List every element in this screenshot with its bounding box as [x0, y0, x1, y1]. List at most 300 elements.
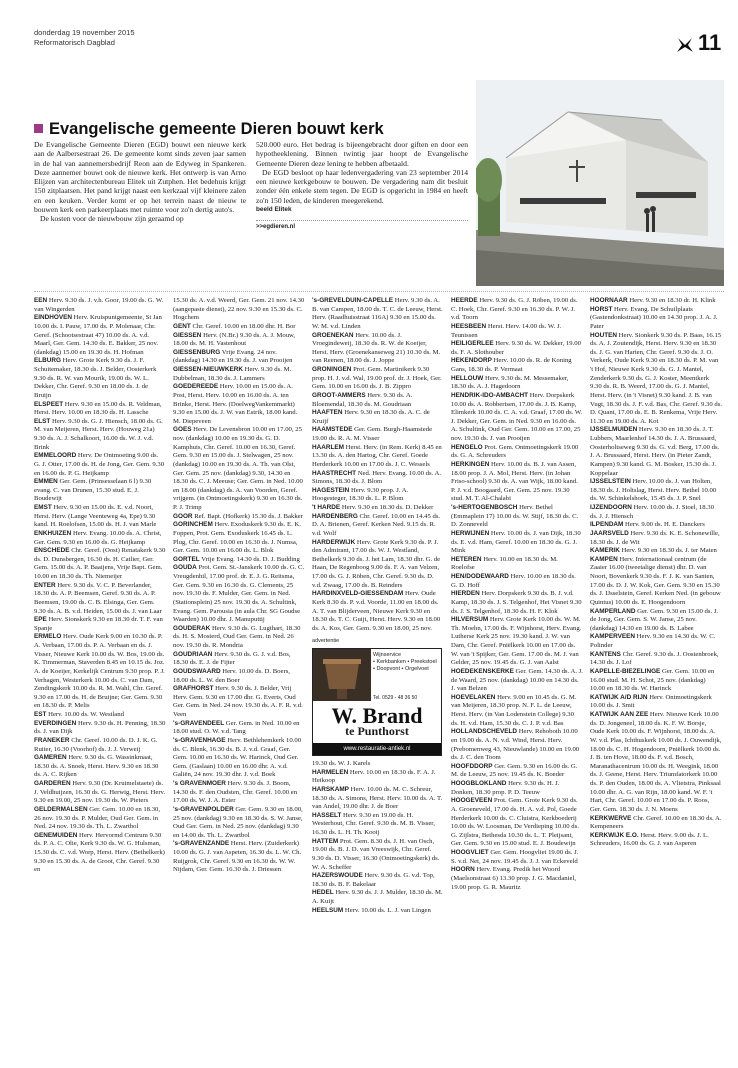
listing-services: Herv. 9.30 prop. J. A. Hoogesteger, 18.30 ds. L. P. Blom [312, 486, 409, 503]
service-listing [312, 332, 444, 367]
listing-place: JAARSVELD [590, 529, 629, 537]
listing-place: HEDEL [312, 889, 334, 897]
listing-place: EMMEN [34, 478, 58, 486]
listing-services: Herv. 9.30 ds. G. Wassinkmaat, 18.30 ds. A. Snoek, Herst. Herv. 9.30 en 18.30 ds. A. C. Rijken [34, 754, 159, 779]
advert-phone: Tel. 0529 - 48 36 50 [373, 695, 418, 701]
listing-services: Chr. Geref. 9.30 ds. J. Oostenbroek, 14.30 ds. J. Lof [590, 650, 719, 667]
listing-services: Herv. 9.30 en 19.00 ds. H. Westerhout, Chr. Geref. 9.30 ds. M. B. Visser, 16.30 ds. L. H. Th. Kooij [312, 811, 435, 836]
rd-logo-icon [676, 36, 694, 54]
listing-services: Herv. 9.30 ds. G. J. Röben, 19.00 ds. C. Hoek, Chr. Geref. 9.30 en 16.30 ds. P. W. J. v.d. Toorn [451, 297, 578, 322]
listing-place: HIERDEN [451, 590, 480, 598]
listing-place: KAPELLE-BIEZELINGE [590, 667, 661, 675]
listing-services: Ger. Gem. 10.00 en 18.30, 26 nov. 19.30 ds. P. Mulder, Oud Ger. Gem. in Ned. 24 nov. 19.30 ds. Th. L. Zwartbol [34, 805, 161, 831]
listing-place: KAMPEN [590, 555, 618, 563]
service-listing [34, 478, 166, 504]
service-listing [312, 812, 444, 838]
listing-place: FRANEKER [34, 736, 70, 744]
article-headline [34, 120, 384, 139]
service-listing [590, 547, 722, 556]
advert-service-line: • Doopvont • Orgelvoet [373, 666, 429, 672]
service-listing [34, 720, 166, 737]
listing-place: HENGELO [451, 443, 483, 451]
listing-services: Herv. 10.00 ds. R. de Koning Gans, 18.30 ds. P. Vermaat [451, 357, 572, 373]
service-listing [312, 409, 444, 426]
service-listing [451, 461, 583, 504]
listing-services: Herv. 9.30 ds. M. Dubbelman, 18.30 ds. J. Lammers [173, 366, 292, 382]
listing-services: Herv. 10.00 en 15.00 ds. A. Post, Herst. Herv. 10.00 en 16.00 ds. A. ten Brinke, Herst. Herv. (DoelwegVankemmarkt) 9.30 en 15.00 ds. J. W. van Estrik, 18.00 kand. M. Diepeveen [173, 383, 298, 425]
listing-place: HOOGEVEEN [451, 797, 493, 805]
service-listing [590, 426, 722, 478]
listing-services: Herv. Ontmoetingskerk 10.00 ds. J. Smit [590, 693, 712, 710]
header-publication: Reformatorisch Dagblad [34, 38, 115, 47]
listing-services: Ger. Gem. 9.30 en 18.00, 25 nov. (dankdag) 9.30 en 18.30 ds. S. W. Janse, Oud Ger. Gem. in Ned. 25 nov. (dankdag) 9.30 en 14.00 ds. Th. L. Zwartbol [173, 805, 303, 839]
service-listing [590, 297, 722, 306]
listing-services: Herv. 9.30 ds. J. J. Mulder, 18.30 ds. M. A. Kuijt [312, 889, 443, 905]
listing-place: ERMELO [34, 633, 62, 641]
listing-services: Ger. Gem. Burgh-Haamstede 19.00 ds. R. A. M. Visser [312, 426, 433, 442]
listing-place: HETEREN [451, 555, 482, 563]
listing-services: Herv. 10.00 ds. M. C. Schreur, 18.30 ds. A. Simons, Herst. Herv. 10.00 ds. A. T. van Andel, 19.00 dhr. J. de Boer [312, 785, 443, 811]
service-listing [590, 530, 722, 547]
listing-place: HENDRIK-IDO-AMBACHT [451, 391, 529, 399]
listings-column-3 [312, 297, 444, 915]
listings-column-4 [451, 297, 583, 892]
listing-place: HOORN [451, 866, 475, 874]
service-listing [590, 521, 722, 530]
listing-place: ENSCHEDE [34, 547, 70, 555]
header-meta [34, 28, 135, 48]
listing-services: Herv. Hervormd Centrum 9.30 ds. P. A. C. Olie, Kerk 9.30 ds. W. G. Hulsman, 15.30 ds. C. v.d. Worp, Herst. Herv. (Bethelkerk) 9.30 en 15.30 ds. A. de Groot, Chr. Geref. 9.30 en [34, 831, 165, 874]
listings-column-3-top [312, 297, 444, 633]
service-listing [312, 786, 444, 812]
service-listing [34, 806, 166, 832]
listing-place: HEKENDORP [451, 357, 492, 365]
listing-services: Herv. Nieuwe Kerk 10.00 ds. D. Jongeneel, 18.00 ds. K. F. W. Borsje, Oude Kerk 10.00 ds. F. Wijnhorst, 18.00 ds. A. W. v.d. Plas, Ichthuskerk 10.00 ds. J. Ouwendijk, 18.00 ds. C. H. Hogendoorn, Pniëlkerk 10.00 ds. J. B. ten Hove, 18.00 ds. F. v.d. Bosch, Maranathacentrum 10.00 ds. H. Weegink, 18.00 ds. J. Geene, Herst. Herv. Triumfatorkerk 10.00 ds. P. den Ouden, 18.00 ds. A. Vlietstra, Pinksaal 10.00 dhr. A. G. van Rijn, 18.00 kand. W. F. 't Hart, Chr. Geref. 10.00 en 17.00 ds. P. Roos, Ger. Gem. 18.30 ds. J. N. Moens [590, 711, 722, 813]
listing-place: EST [34, 711, 47, 718]
service-listing [451, 728, 583, 763]
listing-services: Herv. 10.00 ds. B. J. van Assen, 18.00 prop. J. A. Mol, Herst. Herv. (in Johan Friso-school) 9.30 ds. A. van Wijk, 18.00 kand. P. J. v.d. Boogaard, Ger. Gem. 25 nov. 19.30 stud. M. T. Al-Chalabi [451, 460, 578, 503]
listing-place: HEELSUM [312, 906, 344, 914]
service-listing [34, 582, 166, 617]
service-listing [312, 426, 444, 443]
service-listing [590, 504, 722, 521]
listing-services: Prot. Gem. Grote Kerk 9.30 ds. A. Groeneveld, 17.00 ds. H. A. v.d. Pol, Goede Herderkerk 10.00 ds. C. Cluistra, Kerkboederij 10.00 ds. W. Loosman, De Verdieping 10.00 ds. G. Zijlstra, Bethesda 10.30 ds. L. T. Pleijsant, Ger. Gem. 9.30 en 15.00 stud. E. J. Boudewijn [451, 797, 579, 848]
listing-services: Herv. 10.00 ds. L. J. van Lingen [344, 906, 431, 914]
listing-place: HARSKAMP [312, 785, 349, 793]
service-listing [590, 651, 722, 668]
listing-place: HOORNAAR [590, 297, 628, 304]
listing-place: GOUDRIAAN [173, 650, 213, 658]
listing-place: HELLOUW [451, 374, 484, 382]
listing-place: ILPENDAM [590, 521, 624, 529]
listing-place: GAMEREN [34, 754, 67, 762]
church-services-listings [34, 297, 724, 1057]
listing-services: Herv. 10.00 ds. J. Vroegindeweij, 18.30 ds. R. W. de Koeijer, Herst. Herv. (Groenekanseweg 21) 10.30 ds. M. van Reenen, 18.00 ds. J. Joppe [312, 331, 441, 365]
section-divider [34, 291, 724, 292]
service-listing [312, 590, 444, 633]
service-listing [173, 366, 305, 383]
listing-place: HEERDE [451, 297, 478, 304]
listing-services: Herv. De Ontmoeting 9.00 ds. G. J. Otter, 17.00 ds. H. de Jong, Ger. Gem. 9.30 en 16.00 ds. P. G. Heijkamp [34, 452, 165, 477]
listing-place: KATWIJK AAN ZEE [590, 711, 649, 718]
service-listing [590, 711, 722, 815]
service-listing [451, 444, 583, 461]
service-listing [590, 832, 722, 849]
listing-place: 's-GRAVENHAGE [173, 736, 226, 744]
divider [256, 220, 468, 221]
listing-place: HARMELEN [312, 768, 349, 776]
listing-services: Herv. Dorpskerk 10.00 ds. A. Robbertsen, 17.00 ds. J. B. Kamp, Elimkerk 10.00 ds. C. A. v.d. Graaf, 17.00 ds. W. J. Dekker, Ger. Gem. in Ned. 9.30 en 16.00 ds. A. Schultink, Oud Ger. Gem. 10.00 en 17.00, 25 nov. 19.30 ds. J. van Prooijen [451, 391, 583, 442]
listing-services: Chr. Geref. 10.00 en 18.00 dhr. H. Bor [192, 322, 296, 330]
listing-place: HOOGVLIET [451, 849, 489, 856]
service-listing [34, 780, 166, 806]
listing-place: HOLLANDSCHEVELD [451, 728, 518, 736]
listing-services: Herst. Herv. (in Rem. Kerk) 8.45 en 13.30 ds. A. den Hartog, Chr. Geref. Goede Herderkerk 10.00 en 17.00 ds. J. C. Wessels [312, 443, 442, 468]
service-listing [451, 668, 583, 694]
listing-services: Chr. Geref. 10.00 ds. D. J. K. G. Ruiter, 16.30 (Voorhof) ds. J. J. Verweij [34, 736, 158, 753]
service-listing [34, 754, 166, 780]
service-listing [34, 530, 166, 547]
listing-services: Herv. 9.30 ds. W. Dekker, 19.00 ds. F. A. Slothouber [451, 340, 581, 356]
service-listing [312, 392, 444, 409]
listing-place: HILVERSUM [451, 616, 489, 624]
service-listing [312, 504, 444, 513]
listing-place: GOEDEREEDE [173, 383, 219, 391]
article-column-1 [34, 140, 246, 224]
listing-place: GIESSEN [173, 331, 202, 339]
listing-place: EINDHOVEN [34, 314, 72, 322]
listing-services: Herv. Evang. De Schuilplaats (Gastendonkstraat) 10.00 en 14.30 prop. J. A. J. Pater [590, 305, 718, 330]
service-listing [34, 711, 166, 720]
listing-place: KERKWERVE [590, 814, 632, 822]
service-listing [173, 806, 305, 841]
service-listing [34, 401, 166, 418]
listing-services: Chr. Geref. 10.00 en 18.30 ds. A. Kempeneers [590, 814, 722, 831]
listing-services: Herv. 9.30 ds. M. Messemaker, 18.30 ds. A. J. Hagedoorn [451, 374, 569, 391]
headline-marker [34, 124, 43, 133]
service-listing [451, 323, 583, 340]
service-listing [451, 573, 583, 590]
listings-column-3-bottom [312, 760, 444, 915]
listing-services: 19.30 ds. W. J. Karels [312, 760, 371, 767]
listing-services: Herv. Sionkerk 9.30 ds. P. Baas, 16.15 ds. A. J. Zoutendijk, Herst. Herv. 9.30 en 18.30 ds. J. G. van Harten, Chr. Geref. 9.30 ds. J. O. Verkerk, Oude Kerk 9.30 en 18.30 ds. P. M. van 't Hof, Nieuwe Kerk 9.30 ds. G. J. Mantel, Zenderkerk 9.30 ds. G. J. Koster, Meentkerk 9.30 ds. R. B. Weerd, 17.00 ds. G. J. Mantel, Herst. Herv. (in 't Visnet) 9.30 kand. J. B. van Vugt, 18.30 ds. J. F. v.d. Bas, Chr. Geref. 9.30 ds. D. Quant, 17.00 ds. E. B. Renkema, Vrije Herv. 11.30 en 19.00 ds. A. Kot [590, 331, 723, 425]
listing-place: KAMERIK [590, 547, 620, 555]
service-listing [173, 840, 305, 875]
listing-services: Herv. 9.30 ds. H. J. Donken, 18.30 prop. P. D. Teeuw [451, 780, 560, 796]
service-listing [173, 556, 305, 565]
advert-label: advertentie [312, 638, 340, 645]
service-listing [451, 392, 583, 444]
service-listing [451, 556, 583, 573]
listing-services: Herv. Exoduskerk 9.30 ds. E. K. Foppen, Prot. Gem. Exoduskerk 16.45 ds. L. Plug, Chr. Geref. 10.00 en 16.30 ds. J. Numsa, Ger. Gem. 10.00 en 16.00 ds. L. Blok [173, 521, 301, 555]
listing-place: GOUDSWAARD [173, 667, 221, 675]
service-listing [451, 694, 583, 729]
service-listing [312, 444, 444, 470]
listing-place: GELDERMALSEN [34, 805, 88, 813]
service-listing [312, 760, 444, 769]
service-listing [451, 297, 583, 323]
listing-place: 't HARDE [312, 504, 341, 511]
listing-place: ENKHUIZEN [34, 529, 72, 537]
listing-services: Herv. 9.30 en 18.30 ds. J. T. Lubbers, Maarlenhof 14.30 ds. J. A. Brussaard, Oosterholtseweg 9.30 ds. G. v.d. Berg, 17.00 ds. J. A. Brussaard, Herst. Herv. (in Pieter Zandt, Kampen) 9.30 kand. G. M. Bosker, 15.30 ds. J. Koppelaar [590, 426, 720, 477]
listing-place: HOEVELAKEN [451, 693, 496, 701]
listing-place: EEN [34, 297, 48, 304]
listing-services: Herv. 9.30 ds. K. E. Schonewille, 18.30 ds. J. de Wit [590, 529, 720, 546]
service-listing [312, 487, 444, 504]
service-listing [590, 478, 722, 504]
listing-services: Herv. Internationaal centrum (de Zaaier 16.00 (tweetalige dienst) dhr. D. van Noort, Bovenkerk 9.30 ds. F. J. K. van Santen, 17.00 ds. D. J. W. Kok, Ger. Gem. 9.30 en 15.30 ds. J. IJsselstein, Geref. Kerken Ned. (in gebouw Quintus) 10.00 ds. E. Hoogendoorn [590, 555, 721, 606]
listing-place: GOUDERAK [173, 624, 211, 632]
listing-place: GRAFHORST [173, 685, 214, 693]
listing-services: Herv. Grote Kerk 9.30 ds. P. J. den Admirant, 17.00 ds. W. J. Westland, Bethelkerk 9.30 ds. J. het Lam, 18.30 dhr. G. de Haan, De Regenboog 9.00 ds. F. A. van Velzen, 17.00 ds. G. J. Röben, Chr. Geref. 9.30 ds. D. v.d. Zwaag, 17.00 ds. B. Reinders [312, 538, 441, 589]
listing-place: HERKINGEN [451, 460, 490, 468]
listing-services: Herv. 10.00 ds. J. van Holten, 18.30 ds. J. Holtslag, Herst. Herv. Bethel 10.00 ds. W. Schinkelshoek, 15.45 ds. J. P. Snel [590, 478, 717, 503]
service-listing [312, 889, 444, 906]
listing-place: HOEDEKENSKERKE [451, 667, 514, 675]
listing-place: GROENEKAN [312, 331, 354, 339]
listing-services: Vrije Evang. 24 nov. (dankdag) 14.30 en 19.30 ds. J. van Prooijen [173, 348, 293, 365]
listing-place: EVERDINGEN [34, 719, 77, 727]
listing-place: GOOR [173, 512, 193, 520]
listing-place: GIESSEN-NIEUWKERK [173, 366, 243, 373]
listing-services: Prot. Gem. 8.30 ds. J. H. van Osch, 19.00 ds. B. J. D. van Vreeswijk, Chr. Geref. 9.30 ds. D. Visser, 16.30 (Ontmoetingskerk) ds. W. A. Scheffer [312, 837, 440, 871]
listing-place: GENEMUIDEN [34, 831, 78, 839]
service-listing [34, 314, 166, 357]
service-listing [173, 651, 305, 668]
listing-place: KATWIJK A/D RIJN [590, 693, 648, 701]
service-listing [312, 470, 444, 487]
service-listing [451, 375, 583, 392]
service-listing [173, 737, 305, 780]
service-listing [34, 504, 166, 530]
listing-services: Vrije Evang. 14.30 ds. D. J. Budding [201, 555, 300, 563]
listing-services: Herv. 9.30 en 18.30 ds. D. Dekker [341, 504, 434, 511]
service-listing [590, 608, 722, 634]
listing-place: HOOGBLOKLAND [451, 780, 507, 787]
listing-services: Ger. Gem. in Ned. 10.00 en 18.00 stud. O. W. v.d. Tang [173, 719, 300, 736]
listing-services: Herv. Oude Kerk 8.30 ds. P. v.d. Voorde, 11.00 en 18.00 ds. A. T. van Blijderveen, Nieuwe Kerk 9.30 en 18.30 ds. T. C. Guijt, Herst. Herv. 9.30 en 18.00 ds. A. Kos, Ger. Gem. 9.30 en 18.00, 25 nov. [312, 590, 441, 632]
service-listing [173, 685, 305, 720]
listing-place: GOUDA [173, 564, 197, 572]
listing-place: HAAMSTEDE [312, 426, 353, 434]
service-listing [173, 720, 305, 737]
listing-services: Herst. Herv. 9.00 ds. J. L. Schreuders, 16.00 ds. G. J. van Asperen [590, 831, 709, 848]
service-listing [173, 323, 305, 332]
listing-services: Herv. 9.30 ds. A. Bloemendal, 18.30 ds. M. Goudriaan [312, 391, 413, 408]
listing-services: Ger. Gem. 14.30 ds. A. J. de Waard, 25 nov. (dankdag) 10.00 en 14.30 ds. J. van Belzen [451, 667, 583, 693]
listing-services: Herv. Bethlehemkerk 10.00 ds. C. Blenk, 16.30 ds. B. J. v.d. Graaf, Ger. Gem. 10.00 en 16.30 ds. W. Harinck, Oud Ger. Gem. (Gaslaan) 10.00 en 16.00 dhr. A. v.d. Galiën, 24 nov. 19.30 dhr. J. v.d. Boek [173, 736, 302, 779]
listing-services: Herv. 10.00 ds. J. Stoel, 18.30 ds. J. J. Hiensch [590, 504, 714, 520]
photo-credit: beeld Elitek [256, 206, 292, 214]
listing-services: Ref. Bapt. (Hofkerk) 15.30 ds. J. Bakker [194, 512, 303, 520]
service-listing [173, 625, 305, 651]
listing-place: HORST [590, 305, 613, 313]
listing-place: HARDENBERG [312, 512, 358, 520]
listings-column-1 [34, 297, 166, 875]
listing-services: Herv. Evang. 10.00 ds. A. Christ, Ger. Gem. 9.30 en 16.00 ds. G. Heijkamp [34, 529, 162, 546]
service-listing [590, 633, 722, 650]
listing-services: Herv. Sionskerk 9.30 en 18.30 dr. T. F. van Spanje [34, 616, 163, 632]
listing-services: Herst. Herv. 14.00 ds. W. J. Teunissen [451, 322, 562, 339]
listing-services: Ger. Gem. (Prinsesselaan 6 l) 9.30 evang. C. van Drunen, 15.30 stud. E. J. Boudewijt [34, 478, 152, 503]
listing-services: Herv. 9.30 ds. H. Penning, 18.30 ds. J. van Dijk [34, 719, 166, 736]
service-listing [590, 306, 722, 332]
advert-service-line: • Kerkbanken • Preekstoel [373, 659, 437, 665]
advertisement[interactable] [312, 648, 442, 756]
listing-place: HAARLEM [312, 443, 344, 451]
service-listing [312, 297, 444, 332]
listing-services: Herv. 9.30 ds. J. v.h. Goor, 19.00 ds. G. W. van Wingerden [34, 297, 164, 313]
church-rendering-image [476, 80, 724, 286]
listing-place: HOUTEN [590, 331, 617, 339]
listing-place: GORINCHEM [173, 521, 213, 529]
service-listing [451, 590, 583, 616]
listing-place: HAGESTEIN [312, 486, 350, 494]
listing-services: Prot. Gem. St.-Janskerk 10.00 ds. G. C. Vreugdenhil, 17.00 prof. dr. E. J. G. Reitsma, Ger. Gem. 9.30 en 16.30 ds. G. Clements, 25 nov. 19.30 ds. F. Mulder, Ger. Gem. in Ned. (Stationsplein) 25 nov. 19.30 ds. A. Schultink, Evang. Gem. Parousia (in aula Chr. SG Goudse Waarden) 10.00 dhr. J. Manuputtij [173, 564, 305, 624]
article-paragraph: 520.000 euro. Het bedrag is bijeengebracht door giften en door een hypotheeklening. Binnen twintig jaar hoopt de Evangelische Gemeente Dieren deze lening te hebben afbetaald. [256, 140, 468, 168]
article-paragraph: De kosten voor de nieuwbouw zijn geraamd op [40, 214, 184, 224]
listing-services: Herv. 9.30 en 15.00 ds. R. Veldman, Herst. Herv. 10.00 en 18.30 ds. H. Lassche [34, 400, 162, 417]
page-number: 11 [698, 30, 722, 55]
service-listing [34, 633, 166, 711]
listing-services: Herv. 9.30 ds. G. v.d. Top, 18.30 ds. B. F. Bakelaar [312, 872, 435, 888]
listing-services: Herv. 9.30 en 14.30 ds. W. C. Polinder [590, 633, 716, 649]
listing-services: Herv. 10.00 en 18.30 ds. G. D. Hoff [451, 573, 576, 589]
service-listing [34, 357, 166, 400]
listing-place: KAMPERVEEN [590, 633, 635, 641]
listing-services: Herv. 9.30 ds. J. Boom, 14.30 ds. F. den Oudsten, Chr. Geref. 10.00 en 17.00 ds. W. J. A. Ester [173, 780, 298, 805]
service-listing [34, 616, 166, 633]
service-listing [34, 418, 166, 453]
service-listing [312, 769, 444, 786]
listing-services: Chr. Geref. 10.00 en 14.45 ds. D. A. Brienen, Geref. Kerken Ned. 9.15 ds. R. v.d. Wolf [312, 512, 441, 537]
listing-place: ELSPEET [34, 400, 64, 408]
listing-services: Herv. 9.30 en 15.00 ds. E. v.d. Noort, Herst. Herv. (Lange Veenteweg 4a, Epe) 9.30 kand. H. Roelofsen, 15.00 ds. H. J. van Marle [34, 504, 157, 529]
listing-place: KAMPERLAND [590, 607, 636, 615]
service-listing [34, 832, 166, 875]
service-listing [451, 780, 583, 797]
service-listing [173, 383, 305, 426]
listing-place: 's-GREVELDUIN-CAPELLE [312, 297, 394, 304]
service-listing [34, 297, 166, 314]
listing-place: HEN/DODEWAARD [451, 573, 509, 580]
listing-services: Herv. Grote Kerk 9.30 ds. J. F. Schuitemaker, 18.30 ds. J. Belder, Oosterkerk 9.30 ds. R. W. van Mourik, 19.00 ds. W. L. Dekker, Chr. Geref. 9.30 en 18.00 ds. J. de Bruijn [34, 357, 157, 399]
article-title: Evangelische gemeente Dieren bouwt kerk [49, 120, 384, 138]
service-listing [312, 366, 444, 392]
service-listing [173, 513, 305, 522]
listing-place: GIESSENBURG [173, 348, 221, 356]
listing-place: EMST [34, 504, 52, 511]
listing-place: HAASTRECHT [312, 469, 357, 477]
listings-column-2 [173, 297, 305, 875]
service-listing [451, 340, 583, 357]
listing-place: GRONINGEN [312, 366, 352, 373]
listing-place: EMMELOORD [34, 452, 77, 460]
listing-services: Herv. 10.00 en 18.30 ds. F. A. J. Heikoop [312, 768, 436, 785]
listing-services: Herv. Grote Kerk 10.00 ds. W. M. Th. Moehn, 17.00 ds. F. Wijnhorst, Herv. Evang. Lutherse Kerk 25 nov. 19.30 kand. J. W. van Dam, Chr. Geref. Pniëlkerk 10.00 en 17.00 ds. W. van 't Spijker, Ger. Gem. 17.00 ds. M. J. van Gelder, 25 nov. 19.45 ds. G. J. van Aalst [451, 616, 582, 667]
listing-services: Prot. Gem. Martinikerk 9.30 prop. H. J. v.d. Wal, 19.00 prof. dr. J. Hoek, Ger. Gem. 10.00 en 16.00 ds. J. B. Zippro [312, 366, 442, 391]
advert-website[interactable]: www.restauratie-antiek.nl [313, 743, 441, 755]
service-listing [590, 694, 722, 711]
service-listing [451, 504, 583, 530]
service-listing [173, 297, 305, 323]
service-listing [590, 332, 722, 427]
service-listing [451, 866, 583, 892]
listing-place: HOOFDDORP [451, 762, 493, 770]
listing-services: Herv. Oude Kerk 9.00 en 10.30 ds. P. A. Verbaan, 17.00 ds. P. A. Verbaan en ds. J. Visser, Nieuwe Kerk 10.00 ds. W. Bos, 19.00 ds. K. Timmerman, Staverden 8.45 en 10.15 ds. Joz. A. de Koeijer, Kerkelijk Centrum 9.30 prop. P. J. Verhagen, Westerkerk 10.00 ds. C. van Dam, Zendingskerk 10.00 ds. R. M. Wahl, Chr. Geref. 9.30 en 17.00 ds. H. de Bruijne; Ger. Gem. 9.30 en 18.30 ds. P. Melis [34, 633, 165, 710]
listing-place: GROOT-AMMERS [312, 391, 366, 399]
listing-services: Herv. 9.30 en 18.30 ds. J. ter Maten [621, 547, 717, 555]
listing-services: Herv. Evang. Predik het Woord (Maelsonstraat 6) 13.30 prop. J. G. Macdaniel, 19.00 prop. G. R. Mauritz [451, 866, 576, 891]
service-listing [34, 737, 166, 754]
listing-place: HARDERWIJK [312, 538, 356, 546]
service-listing [34, 452, 166, 478]
listing-place: 's-GRAVENDEEL [173, 719, 225, 727]
listing-place: GENT [173, 322, 191, 330]
listing-services: Herv. 9.30 en 18.30 dr. H. Klink [629, 297, 716, 304]
listing-services: Herv. 10.00 ds. W. Westland [48, 711, 124, 718]
listing-place: GOES [173, 426, 192, 434]
listing-place: HAAFTEN [312, 409, 343, 417]
listing-place: IJSSELMUIDEN [590, 426, 638, 434]
listing-place: ELST [34, 417, 51, 425]
listing-services: Ger. Gem. 10.00 en 16.00 stud. M. H. Schot, 25 nov. (dankdag) 10.00 en 18.30 ds. W. Harinck [590, 667, 715, 693]
listing-place: EPE [34, 616, 47, 624]
source-link[interactable]: >>egdieren.nl [256, 224, 296, 231]
service-listing [312, 539, 444, 591]
service-listing [34, 547, 166, 582]
listing-services: Herv. 9.30 ds. G. J. v.d. Bos, 18.30 ds. E. J. de Fijter [173, 650, 291, 667]
service-listing [590, 556, 722, 608]
listing-services: Herv. Kruispuntgemeente, St Jan 10.00 ds. I. Pauw, 17.00 ds. P. Molenaar, Chr. Geref. (Schootsestraat 47) 10.00 ds. A. v.d. Maarl, Ger. Gem. 14.30 ds. E. Bakker, 25 nov. (dankdag) 15.00 en 19.30 ds. H. Hofman [34, 314, 162, 356]
listing-place: KERKWIJK E.O. [590, 831, 639, 839]
listing-services: Herv. 9.00 en 10.45 ds. G. M. van Meijeren, 18.30 prop. N. F. L. de Leeuw, Herst. Herv. (in Van Lodenstein College) 9.30 ds. H. v.d. Ham, 15.30 ds. C. J. P. v.d. Bas [451, 693, 577, 727]
listing-place: HARDINXVELD-GIESSENDAM [312, 590, 404, 598]
advert-brand: W. Brand [331, 703, 423, 728]
header-date: donderdag 19 november 2015 [34, 28, 135, 37]
listing-services: Herst. Herv. (Zuiderkerk) 10.00 ds. G. J. van Aspeten, 16.30 ds. L. W. Ch. Ruijgrok, Chr. Geref. 9.30 en 16.30 ds. W. W. Nijdam, Ger. Gem. 16.30 ds. J. Driessen [173, 840, 302, 874]
listing-services: Herv. 9.30 ds. J. Belder, Vrij Herv. Gem. 9.30 en 17.00 dhr. G. Everts, Oud Ger. Gem. in Ned. 24 nov. 19.30 ds. A. F. R. v.d. Veen [173, 685, 303, 718]
listings-column-5 [590, 297, 722, 849]
listing-services: Herv. Rehoboth 10.00 en 19.00 ds. A. N. v.d. Wind, Herst. Herv. (Prebomenweg 43, Nieuwlande) 10.00 en 19.00 ds. J. C. den Toom [451, 728, 580, 762]
listing-services: Herv. 10.00 ds. J. van Dijk, 18.30 ds. E. v.d. Ham, Geref. 10.00 en 18.30 ds. G. J. Mink [451, 529, 581, 555]
listing-services: 15.30 ds. A. v.d. Weerd, Ger. Gem. 21 nov. 14.30 (aangepaste dienst), 22 nov. 9.30 en 15.30 ds. C. Hogchem [173, 297, 305, 322]
listing-services: Herv. 9.30 (Dr. Kruimelstaete) ds. J. Veldhuijzen, 16.30 ds. G. Herwig, Herst. Herv. 9.30 en 19.00, 25 nov. 19.30 ds. W. Pieters [34, 780, 166, 805]
listing-place: HAZERSWOUDE [312, 872, 363, 880]
advert-services [373, 652, 437, 673]
listing-place: GARDEREN [34, 780, 71, 787]
listing-services: Herv. 10.00 en 18.30 ds. M. Roelofse [451, 555, 558, 572]
article [34, 120, 724, 286]
listing-place: ELBURG [34, 357, 61, 365]
service-listing [451, 530, 583, 556]
service-listing [451, 616, 583, 668]
article-paragraph: De Evangelische Gemeente Dieren (EGD) bouwt een nieuwe kerk aan de Aalbersestraat 26. De gemeente komt sinds zeven jaar samen in de hal van aannemersbedrijf Reon aan de Edyweg in Spankeren. Deze aannemer bouwt ook de nieuwe kerk. Het ontwerp is van Arno Elijzen van architectenbureau Elitek uit Zutphen. Het bedehuis krijgt 150 zitplaatsen. Het pand krijgt naast een kerkzaal vijf kleinere zalen en een keuken. Verder komt er op het terrein naast de nieuw te bouwen kerk een parkeerplaats met ruimte voor zo'n dertig auto's. [34, 140, 246, 215]
listing-place: HEILIGERLEE [451, 340, 494, 348]
listing-place: HASSELT [312, 811, 342, 819]
service-listing [590, 815, 722, 832]
listing-services: Prot. Gem. Ontmoetingskerk 19.00 ds. G. A. Schreuders [451, 443, 579, 460]
service-listing [312, 838, 444, 873]
listing-services: Ger. Gem. 9.30 en 16.00 ds. G. M. de Leeuw, 25 nov. 19.45 ds. K. Boeder [451, 762, 578, 779]
listing-services: Herv. Bethel (Emmaplein 17) 10.00 ds. W. Stijf, 18.30 ds. C. D. Zonneveld [451, 504, 579, 529]
listing-place: 's-GRAVENZANDE [173, 840, 230, 848]
listing-services: Herv. 9.30 ds. G. J. Hiensch, 18.00 ds. G. M. van Meijeren, Herst. Herv. (Houweg 21a) 9.30 ds. A. J. Schalkoort, 16.00 ds. W. J. v.d. Brink [34, 417, 163, 451]
listing-place: IJSSELSTEIN [590, 478, 631, 486]
listing-place: 's GRAVENMOER [173, 780, 226, 787]
service-listing [312, 513, 444, 539]
service-listing [451, 797, 583, 849]
